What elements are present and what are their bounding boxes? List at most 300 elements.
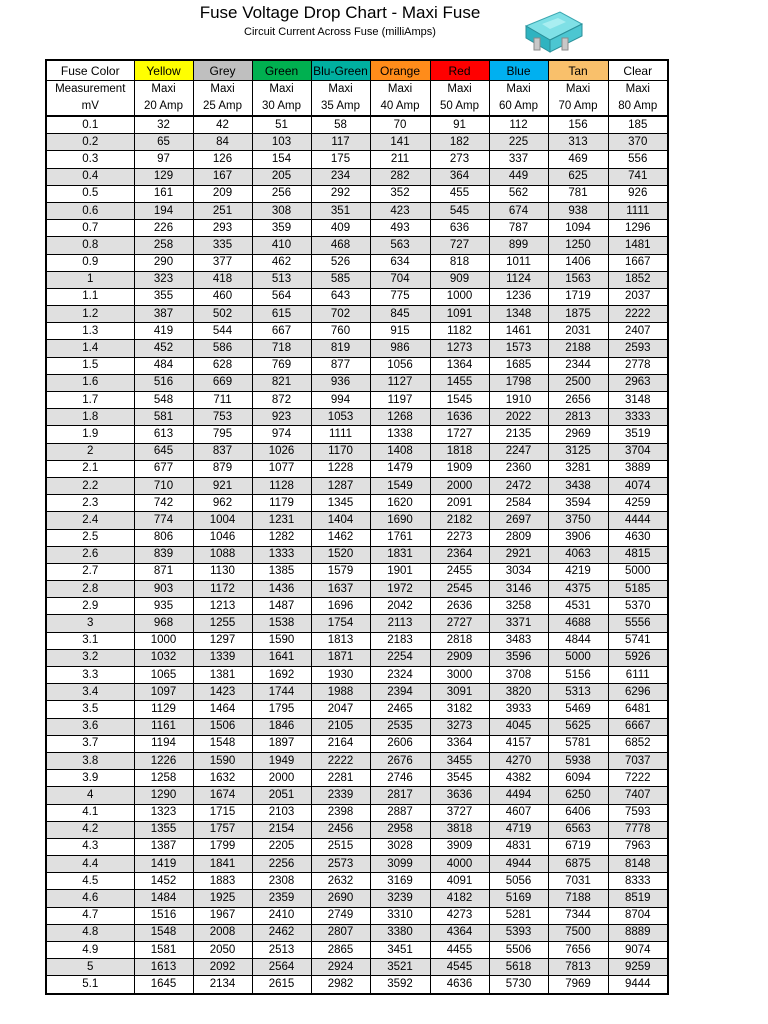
current-cell: 2656 bbox=[548, 392, 608, 409]
current-cell: 2924 bbox=[311, 959, 370, 976]
current-cell: 1436 bbox=[252, 581, 311, 598]
current-cell: 3727 bbox=[430, 804, 489, 821]
current-cell: 4636 bbox=[430, 976, 489, 994]
current-cell: 449 bbox=[489, 168, 548, 185]
current-cell: 1462 bbox=[311, 529, 370, 546]
current-cell: 645 bbox=[134, 443, 193, 460]
current-cell: 2615 bbox=[252, 976, 311, 994]
fuse-type: Maxi bbox=[134, 81, 193, 99]
current-cell: 1972 bbox=[370, 581, 430, 598]
current-cell: 1406 bbox=[548, 254, 608, 271]
current-cell: 462 bbox=[252, 254, 311, 271]
current-cell: 5393 bbox=[489, 924, 548, 941]
current-cell: 667 bbox=[252, 323, 311, 340]
current-cell: 1226 bbox=[134, 752, 193, 769]
table-row bbox=[46, 890, 668, 907]
current-cell: 1097 bbox=[134, 684, 193, 701]
current-cell: 1194 bbox=[134, 735, 193, 752]
current-cell: 1538 bbox=[252, 615, 311, 632]
current-cell: 909 bbox=[430, 271, 489, 288]
measurement-cell: 4.6 bbox=[46, 890, 134, 907]
current-cell: 2273 bbox=[430, 529, 489, 546]
table-row bbox=[46, 460, 668, 477]
current-cell: 1897 bbox=[252, 735, 311, 752]
current-cell: 112 bbox=[489, 116, 548, 134]
fuse-rating: 20 Amp bbox=[134, 98, 193, 116]
current-cell: 1056 bbox=[370, 357, 430, 374]
current-cell: 2606 bbox=[370, 735, 430, 752]
current-cell: 6406 bbox=[548, 804, 608, 821]
measurement-cell: 3.7 bbox=[46, 735, 134, 752]
current-cell: 1636 bbox=[430, 409, 489, 426]
measurement-cell: 0.6 bbox=[46, 202, 134, 219]
current-cell: 1795 bbox=[252, 701, 311, 718]
current-cell: 1124 bbox=[489, 271, 548, 288]
current-cell: 1032 bbox=[134, 649, 193, 666]
table-row bbox=[46, 306, 668, 323]
current-cell: 548 bbox=[134, 392, 193, 409]
current-cell: 2746 bbox=[370, 770, 430, 787]
current-cell: 871 bbox=[134, 563, 193, 580]
fuse-color-blue: Blue bbox=[489, 60, 548, 81]
current-cell: 1088 bbox=[193, 546, 252, 563]
measurement-cell: 2.7 bbox=[46, 563, 134, 580]
table-row bbox=[46, 271, 668, 288]
fuse-color-grey: Grey bbox=[193, 60, 252, 81]
current-cell: 1287 bbox=[311, 477, 370, 494]
current-cell: 1348 bbox=[489, 306, 548, 323]
current-cell: 4831 bbox=[489, 838, 548, 855]
current-cell: 460 bbox=[193, 288, 252, 305]
current-cell: 2364 bbox=[430, 546, 489, 563]
current-cell: 1355 bbox=[134, 821, 193, 838]
fuse-color-green: Green bbox=[252, 60, 311, 81]
measurement-cell: 1.1 bbox=[46, 288, 134, 305]
current-cell: 9074 bbox=[608, 942, 668, 959]
measurement-cell: 4.5 bbox=[46, 873, 134, 890]
table-row bbox=[46, 667, 668, 684]
current-cell: 1179 bbox=[252, 495, 311, 512]
fuse-type: Maxi bbox=[489, 81, 548, 99]
current-cell: 6563 bbox=[548, 821, 608, 838]
current-cell: 355 bbox=[134, 288, 193, 305]
current-cell: 211 bbox=[370, 151, 430, 168]
table-row bbox=[46, 185, 668, 202]
measurement-label: Measurement bbox=[46, 81, 134, 99]
current-cell: 226 bbox=[134, 220, 193, 237]
measurement-cell: 4.4 bbox=[46, 856, 134, 873]
current-cell: 1719 bbox=[548, 288, 608, 305]
measurement-cell: 1.8 bbox=[46, 409, 134, 426]
current-cell: 781 bbox=[548, 185, 608, 202]
current-cell: 1744 bbox=[252, 684, 311, 701]
current-cell: 4182 bbox=[430, 890, 489, 907]
current-cell: 167 bbox=[193, 168, 252, 185]
current-cell: 5469 bbox=[548, 701, 608, 718]
current-cell: 819 bbox=[311, 340, 370, 357]
current-cell: 1323 bbox=[134, 804, 193, 821]
table-row bbox=[46, 718, 668, 735]
current-cell: 775 bbox=[370, 288, 430, 305]
current-cell: 182 bbox=[430, 134, 489, 151]
measurement-cell: 4.9 bbox=[46, 942, 134, 959]
current-cell: 1988 bbox=[311, 684, 370, 701]
current-cell: 4063 bbox=[548, 546, 608, 563]
current-cell: 2545 bbox=[430, 581, 489, 598]
measurement-cell: 0.1 bbox=[46, 116, 134, 134]
current-cell: 3000 bbox=[430, 667, 489, 684]
current-cell: 634 bbox=[370, 254, 430, 271]
current-cell: 5313 bbox=[548, 684, 608, 701]
current-cell: 1727 bbox=[430, 426, 489, 443]
measurement-cell: 4.2 bbox=[46, 821, 134, 838]
current-cell: 5781 bbox=[548, 735, 608, 752]
current-cell: 1831 bbox=[370, 546, 430, 563]
current-cell: 6111 bbox=[608, 667, 668, 684]
current-cell: 292 bbox=[311, 185, 370, 202]
current-cell: 290 bbox=[134, 254, 193, 271]
current-cell: 818 bbox=[430, 254, 489, 271]
fuse-color-orange: Orange bbox=[370, 60, 430, 81]
current-cell: 282 bbox=[370, 168, 430, 185]
current-cell: 1130 bbox=[193, 563, 252, 580]
current-cell: 256 bbox=[252, 185, 311, 202]
current-cell: 1333 bbox=[252, 546, 311, 563]
current-cell: 3594 bbox=[548, 495, 608, 512]
current-cell: 1520 bbox=[311, 546, 370, 563]
current-cell: 1818 bbox=[430, 443, 489, 460]
current-cell: 5730 bbox=[489, 976, 548, 994]
current-cell: 5625 bbox=[548, 718, 608, 735]
current-cell: 7963 bbox=[608, 838, 668, 855]
current-cell: 994 bbox=[311, 392, 370, 409]
current-cell: 2047 bbox=[311, 701, 370, 718]
current-cell: 2456 bbox=[311, 821, 370, 838]
measurement-cell: 4.7 bbox=[46, 907, 134, 924]
table-row bbox=[46, 426, 668, 443]
current-cell: 1111 bbox=[608, 202, 668, 219]
current-cell: 1549 bbox=[370, 477, 430, 494]
current-cell: 4091 bbox=[430, 873, 489, 890]
current-cell: 1345 bbox=[311, 495, 370, 512]
current-cell: 313 bbox=[548, 134, 608, 151]
current-cell: 1798 bbox=[489, 374, 548, 391]
current-cell: 837 bbox=[193, 443, 252, 460]
current-cell: 1846 bbox=[252, 718, 311, 735]
current-cell: 410 bbox=[252, 237, 311, 254]
measurement-cell: 2.6 bbox=[46, 546, 134, 563]
current-cell: 32 bbox=[134, 116, 193, 134]
current-cell: 1590 bbox=[252, 632, 311, 649]
current-cell: 2050 bbox=[193, 942, 252, 959]
current-cell: 1296 bbox=[608, 220, 668, 237]
table-row bbox=[46, 168, 668, 185]
current-cell: 337 bbox=[489, 151, 548, 168]
current-cell: 6719 bbox=[548, 838, 608, 855]
measurement-cell: 2.5 bbox=[46, 529, 134, 546]
current-cell: 141 bbox=[370, 134, 430, 151]
current-cell: 8519 bbox=[608, 890, 668, 907]
current-cell: 2000 bbox=[430, 477, 489, 494]
current-cell: 2584 bbox=[489, 495, 548, 512]
current-cell: 1004 bbox=[193, 512, 252, 529]
current-cell: 1161 bbox=[134, 718, 193, 735]
current-cell: 1182 bbox=[430, 323, 489, 340]
table-row bbox=[46, 357, 668, 374]
measurement-cell: 3.3 bbox=[46, 667, 134, 684]
current-cell: 1545 bbox=[430, 392, 489, 409]
current-cell: 423 bbox=[370, 202, 430, 219]
measurement-cell: 1.9 bbox=[46, 426, 134, 443]
table-row bbox=[46, 581, 668, 598]
current-cell: 3592 bbox=[370, 976, 430, 994]
current-cell: 3545 bbox=[430, 770, 489, 787]
measurement-cell: 1.6 bbox=[46, 374, 134, 391]
current-cell: 129 bbox=[134, 168, 193, 185]
current-cell: 526 bbox=[311, 254, 370, 271]
current-cell: 493 bbox=[370, 220, 430, 237]
current-cell: 2697 bbox=[489, 512, 548, 529]
table-row bbox=[46, 477, 668, 494]
fuse-rating: 70 Amp bbox=[548, 98, 608, 116]
current-cell: 484 bbox=[134, 357, 193, 374]
current-cell: 2222 bbox=[608, 306, 668, 323]
table-row bbox=[46, 202, 668, 219]
current-cell: 351 bbox=[311, 202, 370, 219]
measurement-cell: 1 bbox=[46, 271, 134, 288]
current-cell: 2344 bbox=[548, 357, 608, 374]
current-cell: 3750 bbox=[548, 512, 608, 529]
table-row bbox=[46, 512, 668, 529]
measurement-cell: 2.1 bbox=[46, 460, 134, 477]
current-cell: 308 bbox=[252, 202, 311, 219]
current-cell: 4273 bbox=[430, 907, 489, 924]
current-cell: 1091 bbox=[430, 306, 489, 323]
current-cell: 1579 bbox=[311, 563, 370, 580]
current-cell: 1841 bbox=[193, 856, 252, 873]
current-cell: 4607 bbox=[489, 804, 548, 821]
current-cell: 615 bbox=[252, 306, 311, 323]
current-cell: 2778 bbox=[608, 357, 668, 374]
current-cell: 6875 bbox=[548, 856, 608, 873]
current-cell: 2188 bbox=[548, 340, 608, 357]
current-cell: 1452 bbox=[134, 873, 193, 890]
current-cell: 7222 bbox=[608, 770, 668, 787]
table-row bbox=[46, 649, 668, 666]
current-cell: 387 bbox=[134, 306, 193, 323]
current-cell: 7969 bbox=[548, 976, 608, 994]
current-cell: 91 bbox=[430, 116, 489, 134]
current-cell: 2113 bbox=[370, 615, 430, 632]
current-cell: 4494 bbox=[489, 787, 548, 804]
current-cell: 2963 bbox=[608, 374, 668, 391]
current-cell: 962 bbox=[193, 495, 252, 512]
current-cell: 469 bbox=[548, 151, 608, 168]
current-cell: 1548 bbox=[134, 924, 193, 941]
current-cell: 769 bbox=[252, 357, 311, 374]
current-cell: 5926 bbox=[608, 649, 668, 666]
current-cell: 742 bbox=[134, 495, 193, 512]
current-cell: 1696 bbox=[311, 598, 370, 615]
current-cell: 3708 bbox=[489, 667, 548, 684]
current-cell: 2281 bbox=[311, 770, 370, 787]
current-cell: 677 bbox=[134, 460, 193, 477]
current-cell: 3889 bbox=[608, 460, 668, 477]
fuse-color-yellow: Yellow bbox=[134, 60, 193, 81]
current-cell: 1172 bbox=[193, 581, 252, 598]
current-cell: 1065 bbox=[134, 667, 193, 684]
current-cell: 126 bbox=[193, 151, 252, 168]
current-cell: 2909 bbox=[430, 649, 489, 666]
measurement-cell: 3 bbox=[46, 615, 134, 632]
current-cell: 4000 bbox=[430, 856, 489, 873]
current-cell: 1925 bbox=[193, 890, 252, 907]
current-cell: 7656 bbox=[548, 942, 608, 959]
current-cell: 921 bbox=[193, 477, 252, 494]
current-cell: 1419 bbox=[134, 856, 193, 873]
current-cell: 2394 bbox=[370, 684, 430, 701]
current-cell: 2339 bbox=[311, 787, 370, 804]
current-cell: 1231 bbox=[252, 512, 311, 529]
header-row-rating bbox=[46, 98, 668, 116]
current-cell: 1949 bbox=[252, 752, 311, 769]
measurement-cell: 1.4 bbox=[46, 340, 134, 357]
fuse-color-clear: Clear bbox=[608, 60, 668, 81]
measurement-cell: 3.8 bbox=[46, 752, 134, 769]
current-cell: 234 bbox=[311, 168, 370, 185]
current-cell: 7813 bbox=[548, 959, 608, 976]
current-cell: 3333 bbox=[608, 409, 668, 426]
current-cell: 3091 bbox=[430, 684, 489, 701]
measurement-cell: 0.7 bbox=[46, 220, 134, 237]
current-cell: 839 bbox=[134, 546, 193, 563]
current-cell: 1381 bbox=[193, 667, 252, 684]
current-cell: 556 bbox=[608, 151, 668, 168]
current-cell: 1548 bbox=[193, 735, 252, 752]
current-cell: 1909 bbox=[430, 460, 489, 477]
current-cell: 7031 bbox=[548, 873, 608, 890]
current-cell: 926 bbox=[608, 185, 668, 202]
current-cell: 1757 bbox=[193, 821, 252, 838]
current-cell: 6094 bbox=[548, 770, 608, 787]
current-cell: 1364 bbox=[430, 357, 489, 374]
current-cell: 1484 bbox=[134, 890, 193, 907]
current-cell: 2205 bbox=[252, 838, 311, 855]
measurement-cell: 1.7 bbox=[46, 392, 134, 409]
current-cell: 1852 bbox=[608, 271, 668, 288]
current-cell: 821 bbox=[252, 374, 311, 391]
measurement-cell: 0.2 bbox=[46, 134, 134, 151]
current-cell: 225 bbox=[489, 134, 548, 151]
current-cell: 877 bbox=[311, 357, 370, 374]
current-cell: 5741 bbox=[608, 632, 668, 649]
current-cell: 84 bbox=[193, 134, 252, 151]
current-cell: 564 bbox=[252, 288, 311, 305]
current-cell: 3909 bbox=[430, 838, 489, 855]
current-cell: 4630 bbox=[608, 529, 668, 546]
fuse-type: Maxi bbox=[370, 81, 430, 99]
current-cell: 1667 bbox=[608, 254, 668, 271]
current-cell: 161 bbox=[134, 185, 193, 202]
measurement-unit: mV bbox=[46, 98, 134, 116]
current-cell: 4545 bbox=[430, 959, 489, 976]
current-cell: 175 bbox=[311, 151, 370, 168]
current-cell: 2183 bbox=[370, 632, 430, 649]
current-cell: 2135 bbox=[489, 426, 548, 443]
current-cell: 4364 bbox=[430, 924, 489, 941]
current-cell: 5281 bbox=[489, 907, 548, 924]
table-row bbox=[46, 976, 668, 994]
current-cell: 194 bbox=[134, 202, 193, 219]
current-cell: 1297 bbox=[193, 632, 252, 649]
current-cell: 452 bbox=[134, 340, 193, 357]
fuse-type: Maxi bbox=[252, 81, 311, 99]
current-cell: 209 bbox=[193, 185, 252, 202]
current-cell: 3099 bbox=[370, 856, 430, 873]
current-cell: 1455 bbox=[430, 374, 489, 391]
current-cell: 2360 bbox=[489, 460, 548, 477]
current-cell: 1170 bbox=[311, 443, 370, 460]
current-cell: 5556 bbox=[608, 615, 668, 632]
current-cell: 787 bbox=[489, 220, 548, 237]
current-cell: 2813 bbox=[548, 409, 608, 426]
table-row bbox=[46, 856, 668, 873]
current-cell: 718 bbox=[252, 340, 311, 357]
current-cell: 58 bbox=[311, 116, 370, 134]
current-cell: 1799 bbox=[193, 838, 252, 855]
current-cell: 2308 bbox=[252, 873, 311, 890]
table-row bbox=[46, 684, 668, 701]
current-cell: 2398 bbox=[311, 804, 370, 821]
table-row bbox=[46, 134, 668, 151]
header-fuse-color-label: Fuse Color bbox=[46, 60, 134, 81]
current-cell: 97 bbox=[134, 151, 193, 168]
current-cell: 1000 bbox=[430, 288, 489, 305]
current-cell: 2407 bbox=[608, 323, 668, 340]
current-cell: 8148 bbox=[608, 856, 668, 873]
header-row-type bbox=[46, 81, 668, 99]
table-row bbox=[46, 804, 668, 821]
current-cell: 6296 bbox=[608, 684, 668, 701]
current-cell: 3310 bbox=[370, 907, 430, 924]
table-row bbox=[46, 546, 668, 563]
measurement-cell: 1.2 bbox=[46, 306, 134, 323]
current-cell: 1408 bbox=[370, 443, 430, 460]
current-cell: 8704 bbox=[608, 907, 668, 924]
current-cell: 1715 bbox=[193, 804, 252, 821]
fuse-type: Maxi bbox=[193, 81, 252, 99]
current-cell: 3818 bbox=[430, 821, 489, 838]
current-cell: 702 bbox=[311, 306, 370, 323]
current-cell: 704 bbox=[370, 271, 430, 288]
fuse-color-red: Red bbox=[430, 60, 489, 81]
current-cell: 923 bbox=[252, 409, 311, 426]
current-cell: 1901 bbox=[370, 563, 430, 580]
current-cell: 377 bbox=[193, 254, 252, 271]
fuse-rating: 60 Amp bbox=[489, 98, 548, 116]
current-cell: 1754 bbox=[311, 615, 370, 632]
current-cell: 1967 bbox=[193, 907, 252, 924]
current-cell: 3258 bbox=[489, 598, 548, 615]
current-cell: 1000 bbox=[134, 632, 193, 649]
current-cell: 9444 bbox=[608, 976, 668, 994]
current-cell: 1516 bbox=[134, 907, 193, 924]
current-cell: 2037 bbox=[608, 288, 668, 305]
current-cell: 7037 bbox=[608, 752, 668, 769]
current-cell: 5506 bbox=[489, 942, 548, 959]
current-cell: 185 bbox=[608, 116, 668, 134]
current-cell: 1613 bbox=[134, 959, 193, 976]
